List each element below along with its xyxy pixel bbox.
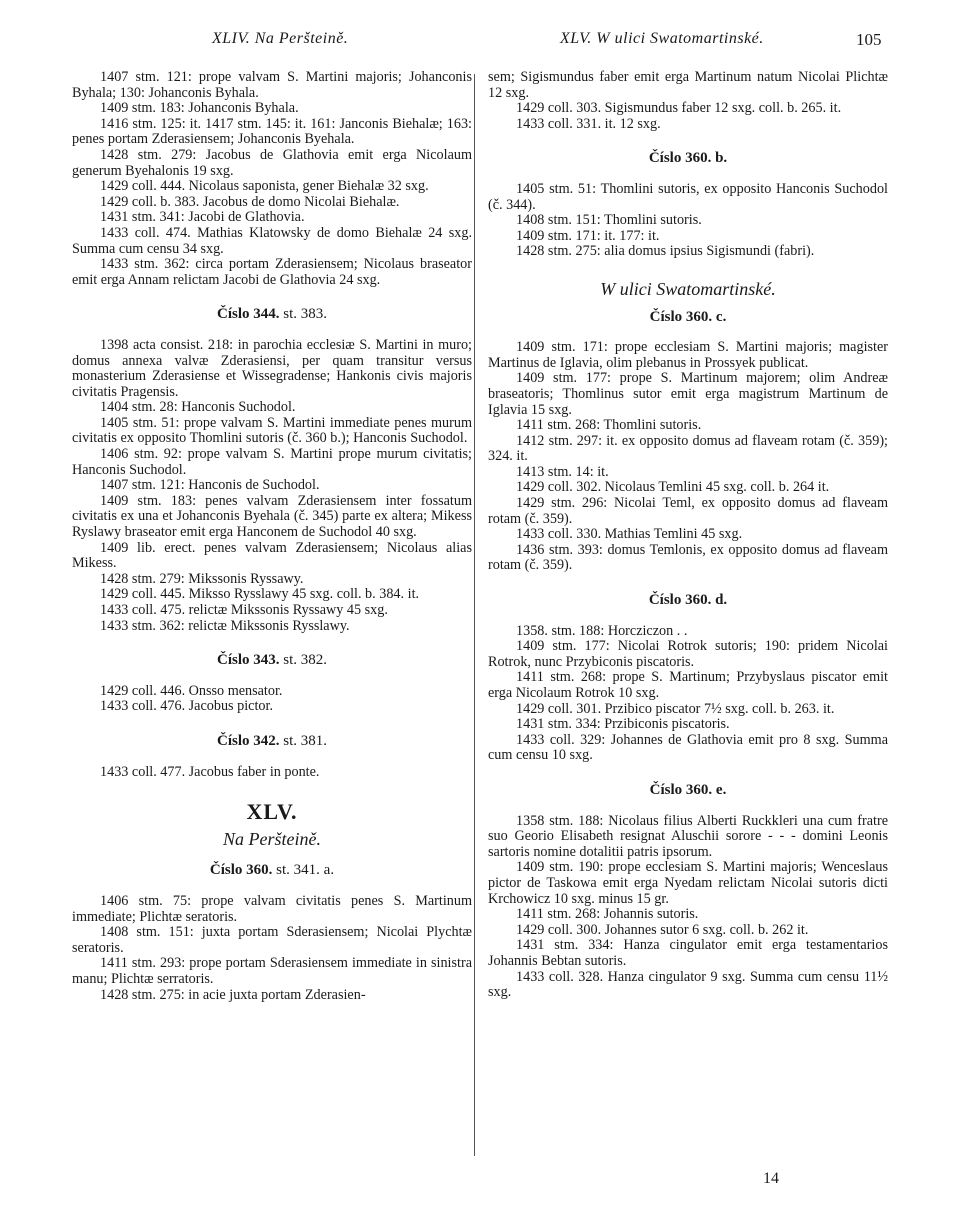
entry: 1409 stm. 171: it. 177: it. — [516, 227, 660, 244]
running-header — [0, 30, 960, 54]
entry: 1429 coll. 444. Nicolaus saponista, gener Biehalæ 32 sxg. — [100, 178, 429, 195]
entry: 1409 stm. 177: Nicolai Rotrok sutoris; 190: pridem Nicolai Rotrok, nunc Przybiconis piscatoris. — [488, 638, 888, 670]
entry: 1413 stm. 14: it. — [516, 463, 609, 480]
entry: 1411 stm. 293: prope portam Sderasiensem immediate in sinistra manu; Plichtæ serratoris. — [72, 955, 472, 987]
entry: 1411 stm. 268: Johannis sutoris. — [516, 906, 699, 923]
entry: 1429 coll. b. 383. Jacobus de domo Nicolai Biehalæ. — [100, 193, 400, 210]
entry: 1433 coll. 477. Jacobus faber in ponte. — [100, 763, 320, 780]
entries-343 — [72, 684, 472, 715]
section-heading-344: Číslo 344. st. 383. — [216, 306, 328, 323]
chapter-number: XLV. — [246, 799, 298, 825]
section-heading-343: Číslo 343. st. 382. — [216, 652, 328, 669]
entries-360b — [488, 182, 888, 260]
entries-360a — [72, 894, 472, 1003]
entry: 1428 stm. 279: Mikssonis Ryssawy. — [100, 570, 304, 587]
section-heading-360c: Číslo 360. c. — [649, 308, 727, 325]
entry: 1412 stm. 297: it. ex opposito domus ad flaveam rotam (č. 359); 324. it. — [488, 432, 888, 465]
entry: 1429 coll. 445. Miksso Rysslawy 45 sxg. coll. b. 384. it. — [100, 586, 420, 603]
entry: 1405 stm. 51: prope valvam S. Martini immediate penes murum civitatis ex opposito Thomlini sutoris (č. 360 b.); Hanconis Suchodol. — [72, 414, 472, 447]
entry: 1404 stm. 28: Hanconis Suchodol. — [100, 399, 296, 416]
entry: 1409 stm. 183: penes valvam Zderasiensem inter fossatum civitatis ex una et Johanconis Byehala (č. 345) parte ex altera; Mikess Ryslawy braseator emit erga Hanconem de Suchodol 40 sxg. — [72, 492, 472, 541]
entry: 1431 stm. 334: Przibiconis piscatoris. — [516, 716, 730, 733]
entry-continuation: sem; Sigismundus faber emit erga Martinum natum Nicolai Plichtæ 12 sxg. — [488, 69, 888, 101]
page-number: 105 — [856, 30, 882, 49]
entry: 1431 stm. 341: Jacobi de Glathovia. — [100, 209, 305, 226]
entry: 1429 coll. 446. Onsso mensator. — [100, 682, 283, 699]
entry: 1429 stm. 296: Nicolai Teml, ex opposito domus ad flaveam rotam (č. 359). — [488, 495, 888, 527]
header-right-title: XLV. W ulici Swatomartinské. — [560, 30, 764, 47]
street-heading: W ulici Swatomartinské. — [600, 278, 776, 299]
entries-360c — [488, 340, 888, 574]
entry: 1433 coll. 328. Hanza cingulator 9 sxg. Summa cum censu 11½ sxg. — [488, 968, 888, 1001]
entry: 1431 stm. 334: Hanza cingulator emit erga testamentarios Johannis Bebtan sutoris. — [488, 937, 888, 969]
entry: 1429 coll. 302. Nicolaus Temlini 45 sxg. coll. b. 264 it. — [516, 479, 830, 496]
entry: 1416 stm. 125: it. 1417 stm. 145: it. 161: Janconis Biehalæ; 163: penes portam Zderasiensem; Johanconis Byehala. — [72, 115, 472, 148]
right-column — [488, 70, 888, 1001]
entry: 1428 stm. 275: alia domus ipsius Sigismundi (fabri). — [516, 243, 815, 260]
entry: 1409 stm. 183: Johanconis Byhala. — [100, 100, 299, 117]
entry: 1358. stm. 188: Horcziczon . . — [516, 622, 688, 639]
entry: 1428 stm. 279: Jacobus de Glathovia emit erga Nicolaum generum Byehalonis 19 sxg. — [72, 146, 472, 179]
entries-top — [72, 70, 472, 288]
entry: 1433 coll. 475. relictæ Mikssonis Ryssawy 45 sxg. — [100, 602, 388, 618]
entry: 1433 coll. 329: Johannes de Glathovia emit pro 8 sxg. Summa cum censu 10 sxg. — [488, 731, 888, 764]
entry: 1406 stm. 92: prope valvam S. Martini prope murum civitatis; Hanconis Suchodol. — [72, 446, 472, 478]
entry: 1398 acta consist. 218: in parochia ecclesiæ S. Martini in muro; domus annexa valvæ Zderasiensi, per quam transitur versus monasterium Zderasiense et Wissegradense; Hankonis civis majoris civitatis Pragensis. — [72, 336, 472, 400]
entry: 1429 coll. 300. Johannes sutor 6 sxg. coll. b. 262 it. — [516, 921, 809, 938]
entry: 1411 stm. 268: prope S. Martinum; Przybyslaus piscator emit erga Nicolaum Rotrok 10 sxg. — [488, 669, 888, 701]
entry: 1433 coll. 331. it. 12 sxg. — [516, 115, 661, 132]
entries-344 — [72, 338, 472, 634]
left-column — [72, 70, 472, 1003]
entry: 1433 coll. 476. Jacobus pictor. — [100, 698, 273, 715]
entry: 1409 lib. erect. penes valvam Zderasiensem; Nicolaus alias Mikess. — [72, 539, 472, 572]
entry: 1409 stm. 171: prope ecclesiam S. Martini majoris; magister Martinus de Iglavia, olim plebanus in Prossyek publicat. — [488, 339, 888, 371]
section-heading-360e: Číslo 360. e. — [649, 781, 727, 798]
section-heading-360a: Číslo 360. st. 341. a. — [209, 862, 335, 879]
entry: 1433 coll. 330. Mathias Temlini 45 sxg. — [516, 526, 743, 543]
section-heading-342: Číslo 342. st. 381. — [216, 732, 328, 749]
entry: 1428 stm. 275: in acie juxta portam Zderasien- — [100, 986, 366, 1003]
entries-360e — [488, 814, 888, 1001]
entry: 1409 stm. 177: prope S. Martinum majorem; olim Andreæ braseatoris; Thomlinus sutor emit erga magistrum Martinum de Iglavia 15 sxg. — [488, 370, 888, 418]
entries-360d — [488, 624, 888, 764]
entry: 1405 stm. 51: Thomlini sutoris, ex opposito Hanconis Suchodol (č. 344). — [488, 180, 888, 213]
entry: 1408 stm. 151: Thomlini sutoris. — [516, 212, 702, 229]
entry: 1433 coll. 474. Mathias Klatowsky de domo Biehalæ 24 sxg. Summa cum censu 34 sxg. — [72, 224, 472, 257]
entry: 1409 stm. 190: prope ecclesiam S. Martini majoris; Wenceslaus pictor de Taskowa emit erga Nyedam relictam Nicolai sutoris dicti Krchowicz 10 sxg. minus 15 gr. — [488, 859, 888, 907]
entry: 1411 stm. 268: Thomlini sutoris. — [516, 417, 702, 434]
chapter-title: Na Peršteině. — [223, 828, 321, 849]
entry: 1429 coll. 301. Przibico piscator 7½ sxg. coll. b. 263. it. — [516, 700, 835, 717]
entry: 1406 stm. 75: prope valvam civitatis penes S. Martinum immediate; Plichtæ seratoris. — [72, 892, 472, 925]
section-heading-360b: Číslo 360. b. — [648, 150, 728, 167]
section-heading-360d: Číslo 360. d. — [648, 592, 728, 609]
entries-342 — [72, 765, 472, 781]
entry: 1429 coll. 303. Sigismundus faber 12 sxg. coll. b. 265. it. — [516, 100, 842, 117]
entry: 1436 stm. 393: domus Temlonis, ex opposito domus ad flaveam rotam (č. 359). — [488, 541, 888, 574]
entry: 1358 stm. 188: Nicolaus filius Alberti Ruckkleri una cum fratre suo Georio Elisabeth resignat Aluschii sorore - - - domini Leonis sartoris nomine dotalitii patris ipsorum. — [488, 812, 888, 860]
column-divider — [474, 74, 475, 1156]
entry: 1433 stm. 362: relictæ Mikssonis Rysslawy. — [100, 617, 350, 634]
entry: 1407 stm. 121: Hanconis de Suchodol. — [100, 477, 320, 494]
entry: 1408 stm. 151: juxta portam Sderasiensem; Nicolai Plychtæ seratoris. — [72, 924, 472, 956]
entry: 1407 stm. 121: prope valvam S. Martini majoris; Johanconis Byhala; 130: Johanconis Byhala. — [72, 69, 472, 101]
header-left-title: XLIV. Na Peršteině. — [212, 30, 349, 47]
entry: 1433 stm. 362: circa portam Zderasiensem; Nicolaus braseator emit erga Annam relictam Jacobi de Glathovia 24 sxg. — [72, 256, 472, 288]
printer-signature: 14 — [763, 1170, 779, 1187]
